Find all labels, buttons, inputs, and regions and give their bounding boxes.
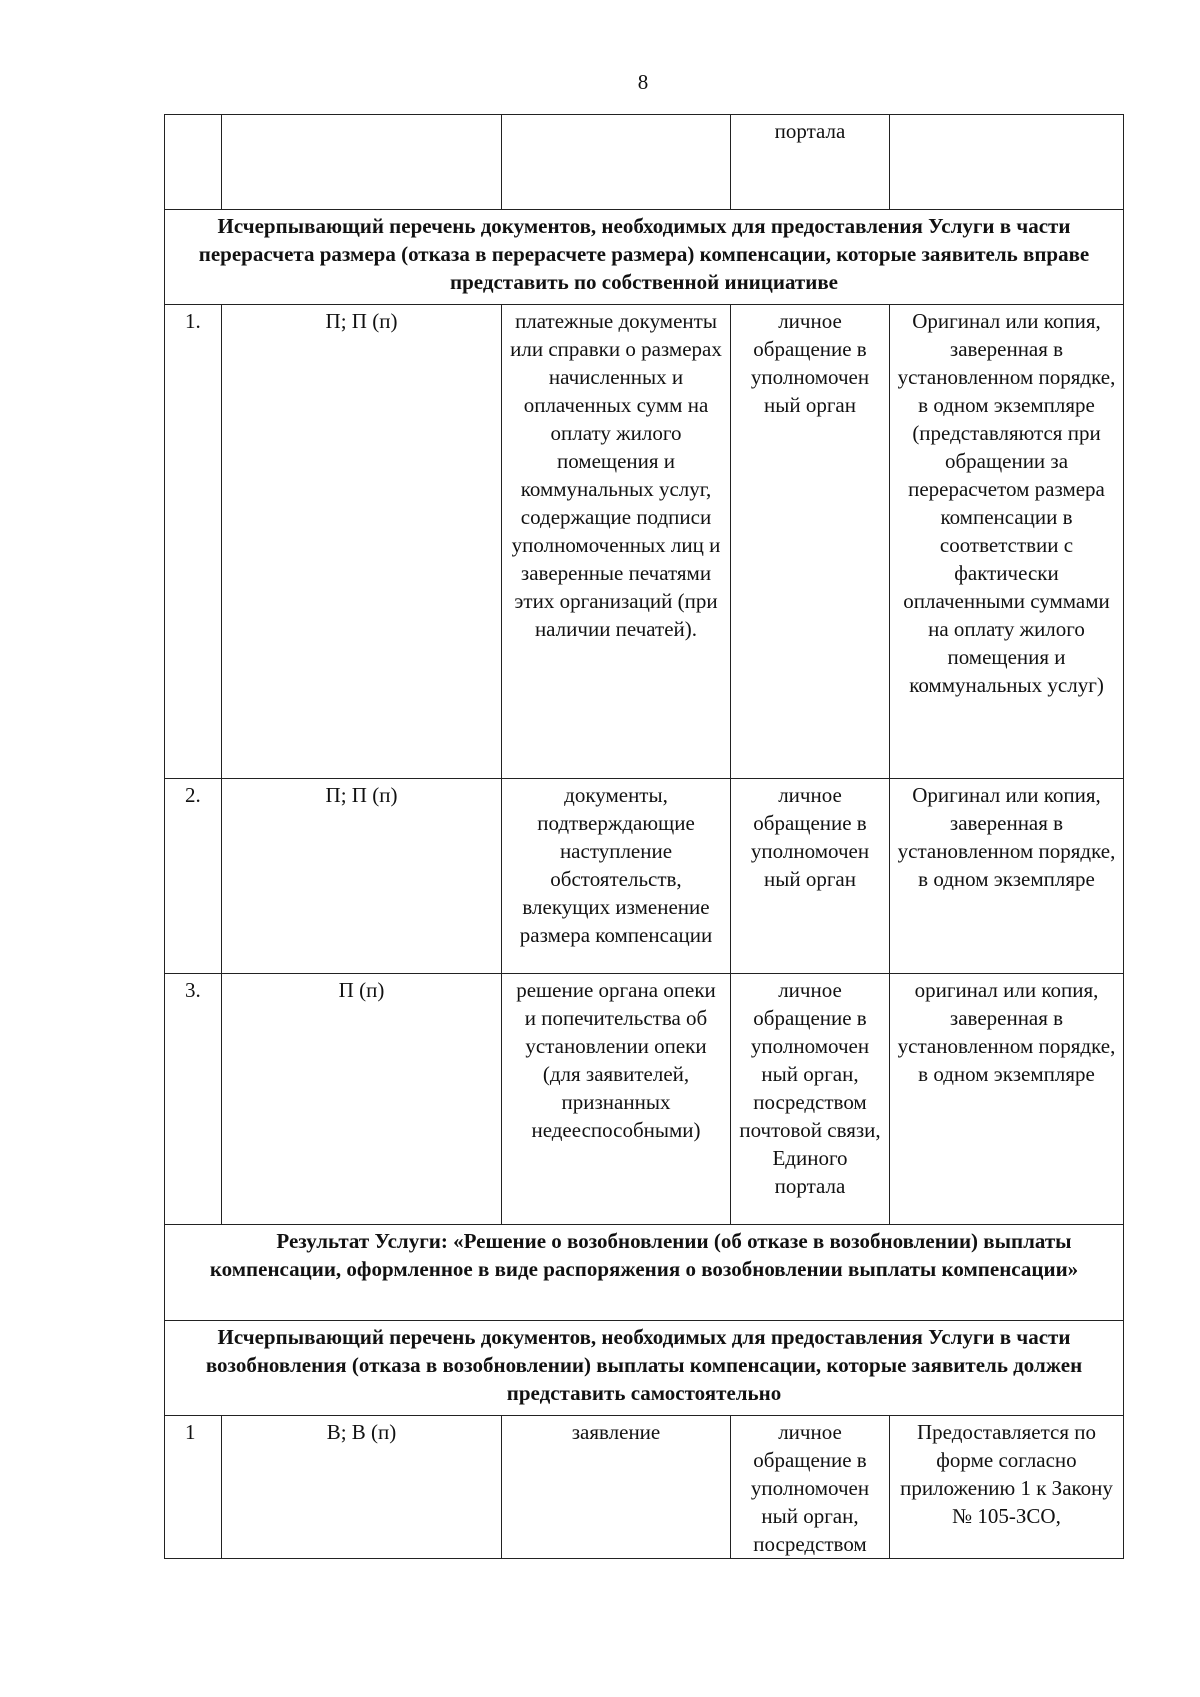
requirements: оригинал или копия, заверенная в установленном порядке, в одном экземпляре [890, 974, 1124, 1225]
requirements-cell [890, 115, 1124, 210]
section-header-recalculation: Исчерпывающий перечень документов, необходимых для предоставления Услуги в части перерасчета размера (отказа в перерасчете размера) компенсации, которые заявитель вправе представить по собственной инициативе [165, 210, 1124, 305]
requirements: Предоставляется по форме согласно приложению 1 к Закону № 105-ЗСО, [890, 1416, 1124, 1559]
document-name: платежные документы или справки о размерах начисленных и оплаченных сумм на оплату жилого помещения и коммунальных услуг, содержащие подписи уполномоченных лиц и заверенные печатями этих организаций (при наличии печатей). [502, 305, 731, 779]
submission-method-cell [731, 115, 890, 210]
submission-method: личное обращение в уполномочен ный орган [731, 305, 890, 779]
code: П; П (п) [222, 779, 502, 974]
row-number-cell [165, 115, 222, 210]
document-cell [502, 115, 731, 210]
documents-table [164, 114, 1124, 1559]
table-row [165, 1416, 1124, 1559]
row-number: 1. [165, 305, 222, 779]
row-number: 2. [165, 779, 222, 974]
result-row [165, 1225, 1124, 1321]
code: В; В (п) [222, 1416, 502, 1559]
document-name: решение органа опеки и попечительства об установлении опеки (для заявителей, признанных недееспособными) [502, 974, 731, 1225]
requirements: Оригинал или копия, заверенная в установленном порядке, в одном экземпляре (представляются при обращении за перерасчетом размера компенсации в соответствии с фактически оплаченными суммами на оплату жилого помещения и коммунальных услуг) [890, 305, 1124, 779]
service-result-text: Результат Услуги: «Решение о возобновлении (об отказе в возобновлении) выплаты компенсации, оформленное в виде распоряжения о возобновлении выплаты компенсации» [209, 1229, 1079, 1281]
table-row [165, 115, 1124, 210]
requirements: Оригинал или копия, заверенная в установленном порядке, в одном экземпляре [890, 779, 1124, 974]
table-row [165, 779, 1124, 974]
submission-method: личное обращение в уполномочен ный орган [731, 779, 890, 974]
submission-method: личное обращение в уполномочен ный орган, посредством [731, 1416, 890, 1559]
submission-method: личное обращение в уполномочен ный орган, посредством почтовой связи, Единого портала [731, 974, 890, 1225]
code: П (п) [222, 974, 502, 1225]
code-cell [222, 115, 502, 210]
service-result [165, 1225, 1124, 1321]
table-row [165, 974, 1124, 1225]
section-header-row [165, 1321, 1124, 1416]
table-row [165, 305, 1124, 779]
document-name: заявление [502, 1416, 731, 1559]
code: П; П (п) [222, 305, 502, 779]
document-name: документы, подтверждающие наступление обстоятельств, влекущих изменение размера компенсации [502, 779, 731, 974]
row-number: 3. [165, 974, 222, 1225]
row-number: 1 [165, 1416, 222, 1559]
submission-method-text: портала [774, 119, 846, 143]
section-header-resumption: Исчерпывающий перечень документов, необходимых для предоставления Услуги в части возобновления (отказа в возобновлении) выплаты компенсации, которые заявитель должен представить самостоятельно [165, 1321, 1124, 1416]
page-number: 8 [637, 70, 649, 94]
section-header-row [165, 210, 1124, 305]
